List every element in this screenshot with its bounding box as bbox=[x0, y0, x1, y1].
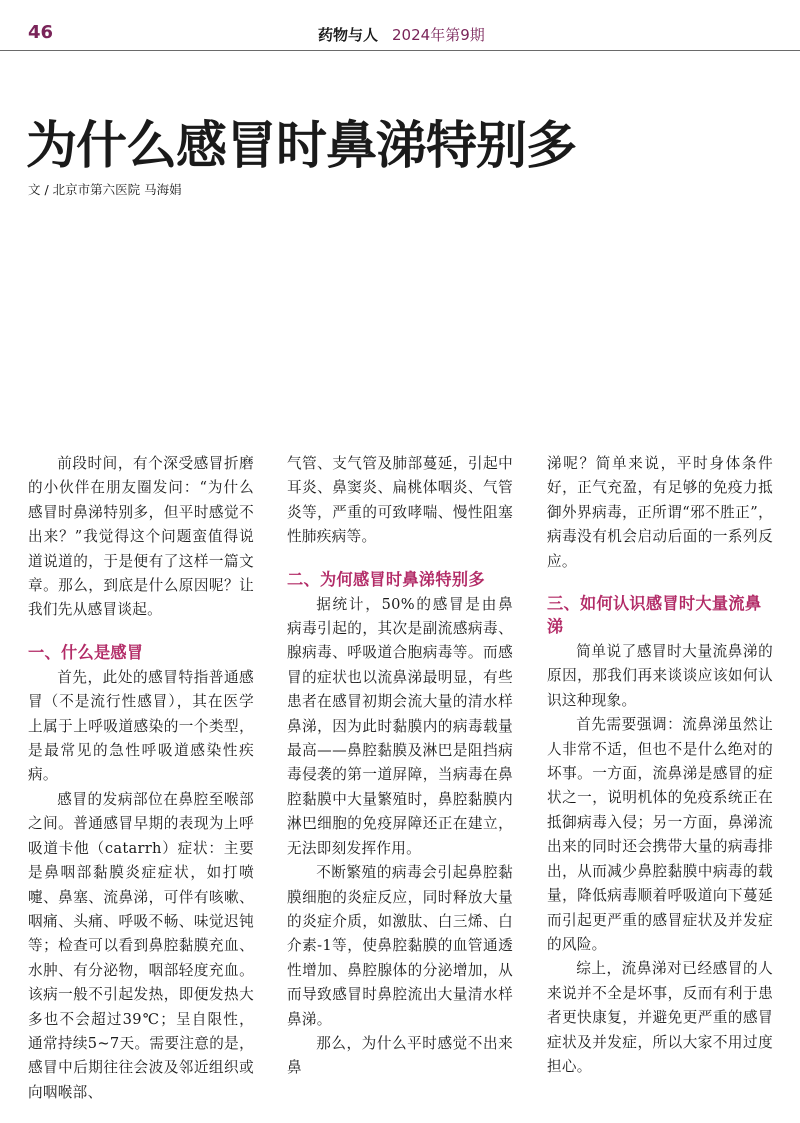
paragraph: 首先需要强调：流鼻涕虽然让人非常不适，但也不是什么绝对的坏事。一方面，流鼻涕是感冒的症状之一，说明机体的免疫系统正在抵御病毒入侵；另一方面，鼻涕流出来的同时还会携带大量的病毒排出，从而减少鼻腔黏膜中病毒的载量，降低病毒顺着呼吸道向下蔓延而引起更严重的感冒症状及并发症的风险。 bbox=[547, 716, 773, 953]
paragraph: 感冒的发病部位在鼻腔至喉部之间。普通感冒早期的表现为上呼吸道卡他（catarrh）症状：主要是鼻咽部黏膜炎症症状，如打喷嚏、鼻塞、流鼻涕，可伴有咳嗽、咽痛、头痛、呼吸不畅、味觉迟钝等；检查可以看到鼻腔黏膜充血、水肿、有分泌物，咽部轻度充血。该病一般不引起发热，即便发热大多也不会超过39℃；呈自限性，通常持续5~7天。需要注意的是，感冒中后期往往会波及邻近组织或向咽喉部、 bbox=[28, 790, 254, 1101]
text-column-2 bbox=[287, 452, 513, 1081]
page-number: 46 bbox=[28, 22, 54, 43]
header-divider bbox=[0, 50, 800, 51]
section-heading-2: 二、为何感冒时鼻涕特别多 bbox=[287, 569, 485, 589]
paragraph: 那么，为什么平时感觉不出来鼻 bbox=[287, 1034, 513, 1077]
paragraph: 气管、支气管及肺部蔓延，引起中耳炎、鼻窦炎、扁桃体咽炎、气管炎等，严重的可致哮喘、慢性阻塞性肺疾病等。 bbox=[287, 455, 513, 546]
magazine-info bbox=[318, 24, 485, 45]
page-header bbox=[0, 0, 800, 56]
paragraph: 不断繁殖的病毒会引起鼻腔黏膜细胞的炎症反应，同时释放大量的炎症介质，如激肽、白三烯、白介素-1等，使鼻腔黏膜的血管通透性增加、鼻腔腺体的分泌增加，从而导致感冒时鼻腔流出大量清水样鼻涕。 bbox=[287, 864, 513, 1028]
text-column-3 bbox=[547, 452, 773, 1079]
issue-label: 2024年第9期 bbox=[392, 26, 485, 44]
paragraph: 据统计，50%的感冒是由鼻病毒引起的，其次是副流感病毒、腺病毒、呼吸道合胞病毒等。而感冒的症状也以流鼻涕最明显，有些患者在感冒初期会流大量的清水样鼻涕，因为此时黏膜内的病毒载量最高——鼻腔黏膜及淋巴是阻挡病毒侵袭的第一道屏障，当病毒在鼻腔黏膜中大量繁殖时，鼻腔黏膜内淋巴细胞的免疫屏障还正在建立，无法即刻发挥作用。 bbox=[287, 595, 513, 857]
article-title: 为什么感冒时鼻涕特别多 bbox=[26, 117, 577, 176]
text-column-1 bbox=[28, 452, 254, 1105]
paragraph: 综上，流鼻涕对已经感冒的人来说并不全是坏事，反而有利于患者更快康复，并避免更严重的感冒症状及并发症，所以大家不用过度担心。 bbox=[547, 960, 773, 1075]
paragraph: 简单说了感冒时大量流鼻涕的原因，那我们再来谈谈应该如何认识这种现象。 bbox=[547, 643, 773, 709]
paragraph: 涕呢？简单来说，平时身体条件好，正气充盈，有足够的免疫力抵御外界病毒，正所谓“邪不胜正”，病毒没有机会启动后面的一系列反应。 bbox=[547, 455, 773, 570]
article-byline: 文 / 北京市第六医院 马海娟 bbox=[28, 182, 182, 197]
section-heading-1: 一、什么是感冒 bbox=[28, 642, 144, 662]
section-heading-3: 三、如何认识感冒时大量流鼻涕 bbox=[547, 594, 762, 637]
paragraph: 首先，此处的感冒特指普通感冒（不是流行性感冒），其在医学上属于上呼吸道感染的一个类型，是最常见的急性呼吸道感染性疾病。 bbox=[28, 668, 254, 784]
paragraph: 前段时间，有个深受感冒折磨的小伙伴在朋友圈发问：“为什么感冒时鼻涕特别多，但平时感觉不出来？”我觉得这个问题蛮值得说道说道的，于是便有了这样一篇文章。那么，到底是什么原因呢？让我们先从感冒谈起。 bbox=[28, 455, 254, 619]
magazine-name: 药物与人 bbox=[318, 26, 379, 44]
